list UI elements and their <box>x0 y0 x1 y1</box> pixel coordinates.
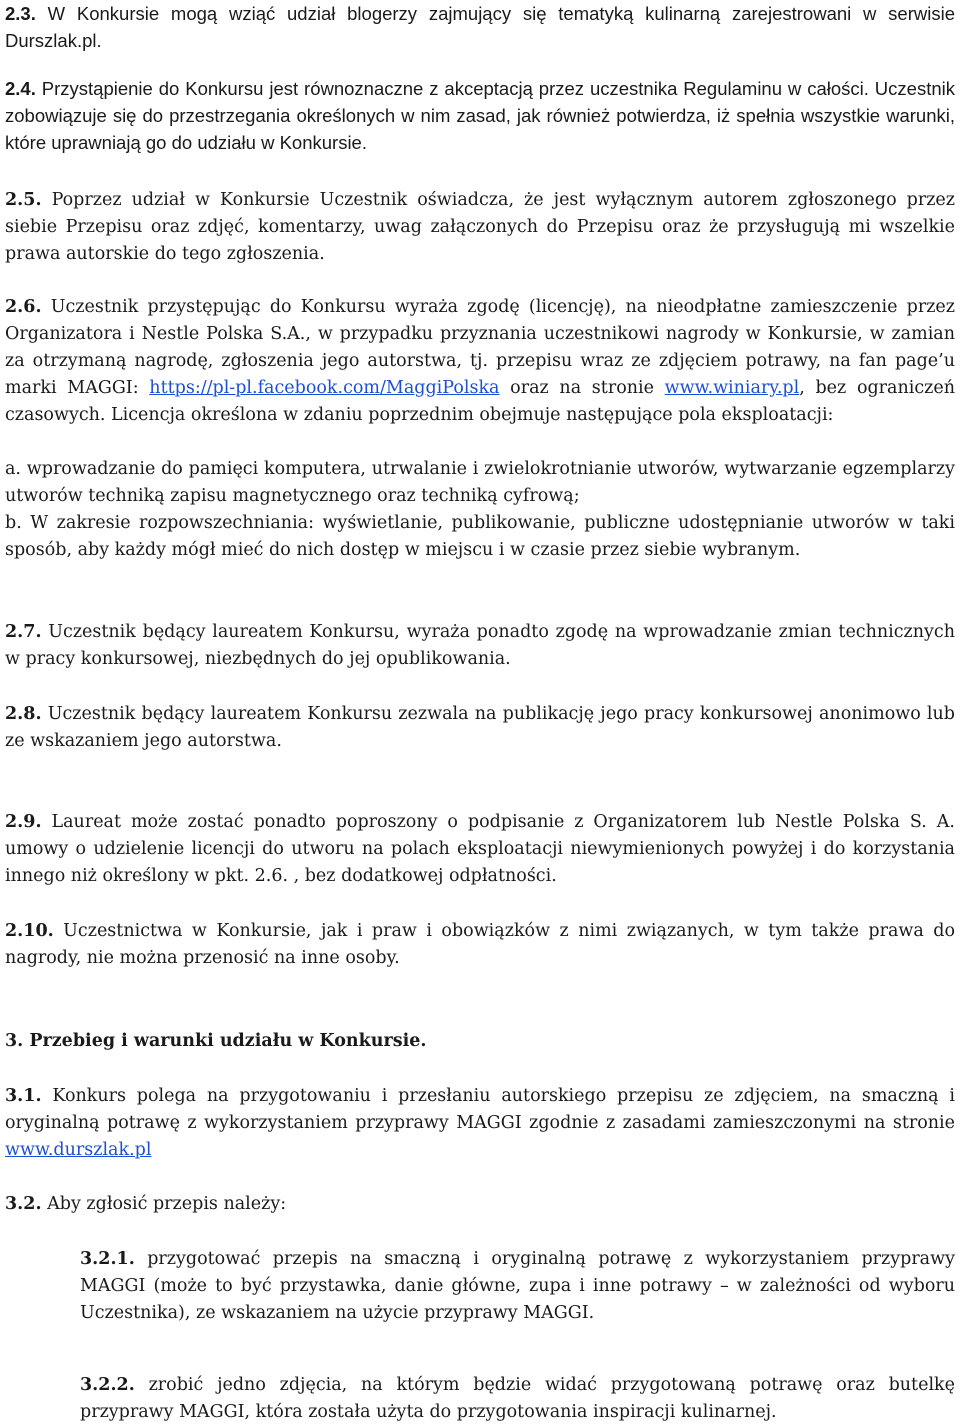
list-item-text: a. wprowadzanie do pamięci komputera, utrwalanie i zwielokrotnianie utworów, wytwarzanie egzemplarzy utworów techniką zapisu magnetycznego oraz techniką cyfrową; <box>5 459 955 506</box>
paragraph-text: przygotować przepis na smaczną i oryginalną potrawę z wykorzystaniem przyprawy MAGGI (może to być przystawka, danie główne, zupa i inne potrawy – w zależności od wyboru Uczestnika), ze wskazaniem na użycie przyprawy MAGGI. <box>80 1249 955 1323</box>
paragraph-3-2-2 <box>80 1372 955 1426</box>
section-heading-text: 3. Przebieg i warunki udziału w Konkursie. <box>5 1031 427 1051</box>
list-item-text: b. W zakresie rozpowszechniania: wyświetlanie, publikowanie, publiczne udostępnianie utworów w taki sposób, aby każdy mógł mieć do nich dostęp w miejscu i w czasie przez siebie wybranym. <box>5 513 955 560</box>
facebook-link[interactable]: https://pl-pl.facebook.com/MaggiPolska <box>149 378 500 398</box>
paragraph-number: 2.4. <box>5 78 36 99</box>
paragraph-number: 2.3. <box>5 3 36 24</box>
paragraph-2-7 <box>5 619 955 673</box>
paragraph-number: 2.6. <box>5 297 42 317</box>
paragraph-2-8 <box>5 701 955 755</box>
paragraph-number: 2.9. <box>5 812 42 832</box>
paragraph-text: zrobić jedno zdjęcia, na którym będzie widać przygotowaną potrawę oraz butelkę przyprawy MAGGI, która została użyta do przygotowania inspiracji kulinarnej. <box>80 1375 955 1422</box>
paragraph-2-6 <box>5 294 955 429</box>
paragraph-text: Przystąpienie do Konkursu jest równoznaczne z akceptacją przez uczestnika Regulaminu w całości. Uczestnik zobowiązuje się do przestrzegania określonych w nim zasad, jak również potwierdza, iż spełnia wszystkie warunki, które uprawniają go do udziału w Konkursie. <box>5 78 955 153</box>
paragraph-3-2 <box>5 1191 955 1218</box>
paragraph-text: Uczestnik będący laureatem Konkursu zezwala na publikację jego pracy konkursowej anonimowo lub ze wskazaniem jego autorstwa. <box>5 704 955 751</box>
paragraph-text: W Konkursie mogą wziąć udział blogerzy zajmujący się tematyką kulinarną zarejestrowani w serwisie Durszlak.pl. <box>5 3 955 51</box>
paragraph-3-1 <box>5 1083 955 1164</box>
winiary-link[interactable]: www.winiary.pl <box>664 378 800 398</box>
list-item-a <box>5 456 955 510</box>
paragraph-text: , bez ograniczeń czasowych. Licencja określona w zdaniu poprzednim obejmuje następujące pola eksploatacji: <box>5 378 955 425</box>
paragraph-number: 2.7. <box>5 622 42 642</box>
paragraph-text: oraz na stronie <box>499 378 665 398</box>
paragraph-text: Uczestnictwa w Konkursie, jak i praw i obowiązków z nimi związanych, w tym także prawa do nagrody, nie można przenosić na inne osoby. <box>5 921 955 968</box>
paragraph-2-5 <box>5 187 955 268</box>
paragraph-2-3 <box>5 0 955 54</box>
paragraph-text: Uczestnik będący laureatem Konkursu, wyraża ponadto zgodę na wprowadzanie zmian technicznych w pracy konkursowej, niezbędnych do jej opublikowania. <box>5 622 955 669</box>
paragraph-text: Laureat może zostać ponadto poproszony o podpisanie z Organizatorem lub Nestle Polska S. A. umowy o udzielenie licencji do utworu na polach eksploatacji niewymienionych powyżej i do korzystania innego niż określony w pkt. 2.6. , bez dodatkowej odpłatności. <box>5 812 955 886</box>
paragraph-text: Konkurs polega na przygotowaniu i przesłaniu autorskiego przepisu ze zdjęciem, na smaczną i oryginalną potrawę z wykorzystaniem przyprawy MAGGI zgodnie z zasadami zamieszczonymi na stronie <box>5 1086 955 1133</box>
paragraph-text: Poprzez udział w Konkursie Uczestnik oświadcza, że jest wyłącznym autorem zgłoszonego przez siebie Przepisu oraz zdjęć, komentarzy, uwag załączonych do Przepisu oraz że przysługują mi wszelkie prawa autorskie do tego zgłoszenia. <box>5 190 955 264</box>
list-item-b <box>5 510 955 564</box>
paragraph-number: 3.1. <box>5 1086 42 1106</box>
paragraph-text: Uczestnik przystępując do Konkursu wyraża zgodę (licencję), na nieodpłatne zamieszczenie przez Organizatora i Nestle Polska S.A., w przypadku przyznania uczestnikowi nagrody w Konkursie, w zamian za otrzymaną nagrodę, zgłoszenia jego autorstwa, tj. przepisu wraz ze zdjęciem potrawy, na fan page’u marki MAGGI: <box>5 297 955 398</box>
durszlak-link[interactable]: www.durszlak.pl <box>5 1140 152 1160</box>
paragraph-2-9 <box>5 809 955 890</box>
paragraph-number: 2.5. <box>5 190 42 210</box>
paragraph-2-4 <box>5 75 955 156</box>
section-3-heading <box>5 1028 955 1055</box>
paragraph-number: 2.8. <box>5 704 42 724</box>
paragraph-3-2-1 <box>80 1246 955 1327</box>
paragraph-number: 2.10. <box>5 921 54 941</box>
paragraph-2-10 <box>5 918 955 972</box>
paragraph-number: 3.2. <box>5 1194 42 1214</box>
paragraph-number: 3.2.2. <box>80 1375 135 1395</box>
paragraph-text: Aby zgłosić przepis należy: <box>41 1194 287 1214</box>
paragraph-number: 3.2.1. <box>80 1249 135 1269</box>
